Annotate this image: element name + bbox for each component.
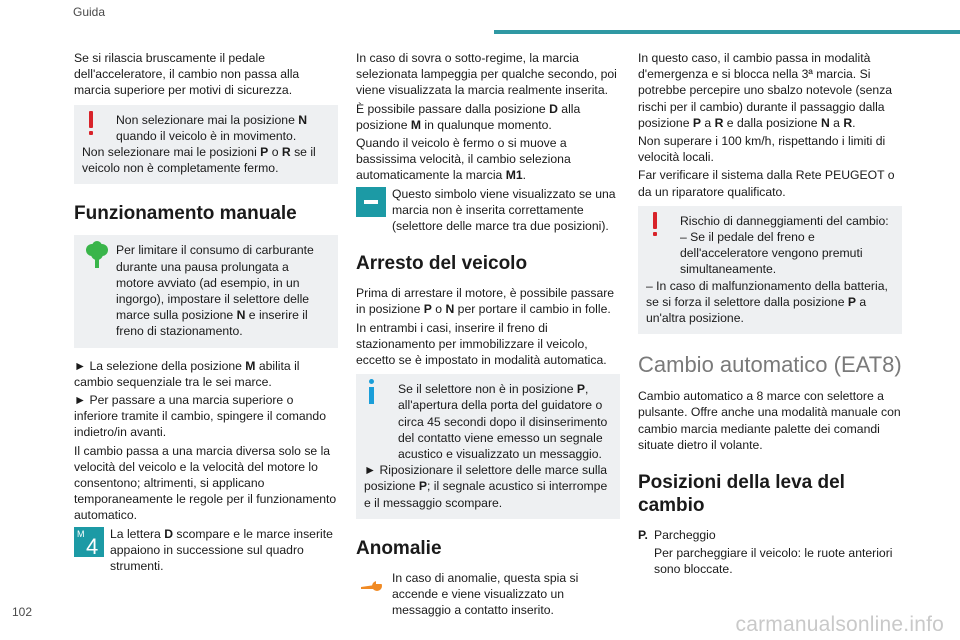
wrench-text: In caso di anomalie, questa spia si accende e viene visualizzato un messaggio a contatto inserito. — [392, 570, 579, 618]
section-heading: Funzionamento manuale — [74, 203, 297, 225]
paragraph: Prima di arrestare il motore, è possibile passare in posizione P o N per portare il cambio in folle. — [356, 286, 615, 317]
info-text: ► Riposizionare il selettore delle marce sulla posizione P; il segnale acustico si interrompe e il messaggio scompare. — [364, 463, 608, 510]
dash-gear-text: Questo simbolo viene visualizzato se una marcia non è inserita correttamente (selettore delle marce tra due posizioni). — [392, 186, 616, 234]
warning-text: Non selezionare mai le posizioni P o R se il veicolo non è completamente fermo. — [82, 145, 316, 176]
list-item — [638, 527, 902, 580]
warning-text: – Se il pedale del freno e dell'acceleratore vengono premuti simultaneamente. — [680, 230, 863, 277]
info-text: Se il selettore non è in posizione P, all'apertura della porta del guidatore o circa 45 secondi dopo il disinserimento del contatto viene emesso un segnale acustico e visualizzato un messaggio. — [398, 382, 608, 462]
section-heading: Arresto del veicolo — [356, 253, 528, 275]
paragraph: Cambio automatico a 8 marce con selettore a pulsante. Offre anche una modalità manuale con cambio marcia mediante palette dei comandi situate dietro il volante. — [638, 389, 901, 452]
header-accent-bar — [494, 30, 960, 34]
paragraph: In questo caso, il cambio passa in modalità d'emergenza e si blocca nella 3ª marcia. Si potrebbe percepire uno sbalzo notevole (senza rischi per il cambio) durante il passaggio dalla posizione P a R e dalla posizione N a R. — [638, 51, 893, 130]
info-icon — [366, 379, 376, 405]
exclamation-icon — [86, 111, 96, 137]
list-text: Per parcheggiare il veicolo: le ruote anteriori sono bloccate. — [654, 546, 893, 577]
paragraph: Non superare i 100 km/h, rispettando i limiti di velocità locali. — [638, 134, 886, 165]
list-key: P. — [638, 528, 648, 543]
watermark: carmanualsonline.info — [735, 613, 944, 636]
paragraph: In entrambi i casi, inserire il freno di stazionamento per immobilizzare il veicolo, eccetto se è impostato in modalità automatica. — [356, 320, 607, 368]
paragraph: In caso di sovra o sotto-regime, la marcia selezionata lampeggia per qualche secondo, poi viene visualizzata la marcia realmente inserita. — [356, 51, 617, 98]
header-section-label: Guida — [73, 5, 106, 19]
gear-m4-text: La lettera D scompare e le marce inserite appaiono in successione sul quadro strumenti. — [110, 526, 333, 574]
page-number: 102 — [12, 605, 33, 619]
list-title: Parcheggio — [654, 528, 716, 543]
svg-text:M: M — [77, 528, 85, 539]
eco-text: Per limitare il consumo di carburante durante una pausa prolungata a motore avviato (ad esempio, in un ingorgo), impostare il selettore delle marce sulla posizione N e inserire il freno di stazionamento. — [116, 243, 314, 339]
wrench-note — [356, 570, 620, 619]
bullet-item: ► Per passare a una marcia superiore o inferiore tramite il cambio, spingere il comando indietro/in avanti. — [74, 393, 326, 440]
section-heading: Anomalie — [356, 537, 442, 559]
section-heading: Posizioni della leva del cambio — [638, 472, 845, 517]
gear-m4-note — [74, 526, 338, 575]
warning-text: Rischio di danneggiamenti del cambio: — [680, 213, 889, 228]
column-right — [638, 50, 902, 580]
paragraph: Se si rilascia bruscamente il pedale dell'acceleratore, il cambio non passa alla marcia superiore per motivi di sicurezza. — [74, 51, 300, 98]
dash-gear-icon — [356, 187, 386, 217]
gear-m4-icon — [74, 527, 104, 557]
paragraph: Far verificare il sistema dalla Rete PEUGEOT o da un riparatore qualificato. — [638, 168, 895, 199]
chapter-title: Cambio automatico (EAT8) — [638, 352, 902, 378]
warning-box — [74, 105, 338, 185]
exclamation-icon — [650, 212, 660, 238]
warning-box — [638, 206, 902, 334]
warning-text: Non selezionare mai la posizione N quando il veicolo è in movimento. — [116, 112, 308, 143]
bullet-item: ► La selezione della posizione M abilita il cambio sequenziale tra le sei marce. — [74, 358, 300, 389]
eco-box — [74, 235, 338, 347]
wrench-icon — [356, 571, 386, 601]
paragraph: Quando il veicolo è fermo o si muove a bassissima velocità, il cambio seleziona automaticamente la marcia M1. — [356, 136, 571, 183]
column-left — [74, 50, 338, 576]
svg-text:4: 4 — [86, 533, 99, 557]
column-middle — [356, 50, 620, 620]
eco-tree-icon — [84, 241, 110, 269]
info-box — [356, 374, 620, 519]
paragraph: Il cambio passa a una marcia diversa solo se la velocità del veicolo e la velocità del motore lo consentono; altrimenti, si applicano temporaneamente le regole per il funzionamento automatico. — [74, 443, 337, 523]
dash-gear-note — [356, 186, 620, 235]
paragraph: È possibile passare dalla posizione D alla posizione M in qualunque momento. — [356, 101, 581, 132]
warning-text: – In caso di malfunzionamento della batteria, se si forza il selettore dalla posizione P a un'altra posizione. — [646, 278, 888, 326]
